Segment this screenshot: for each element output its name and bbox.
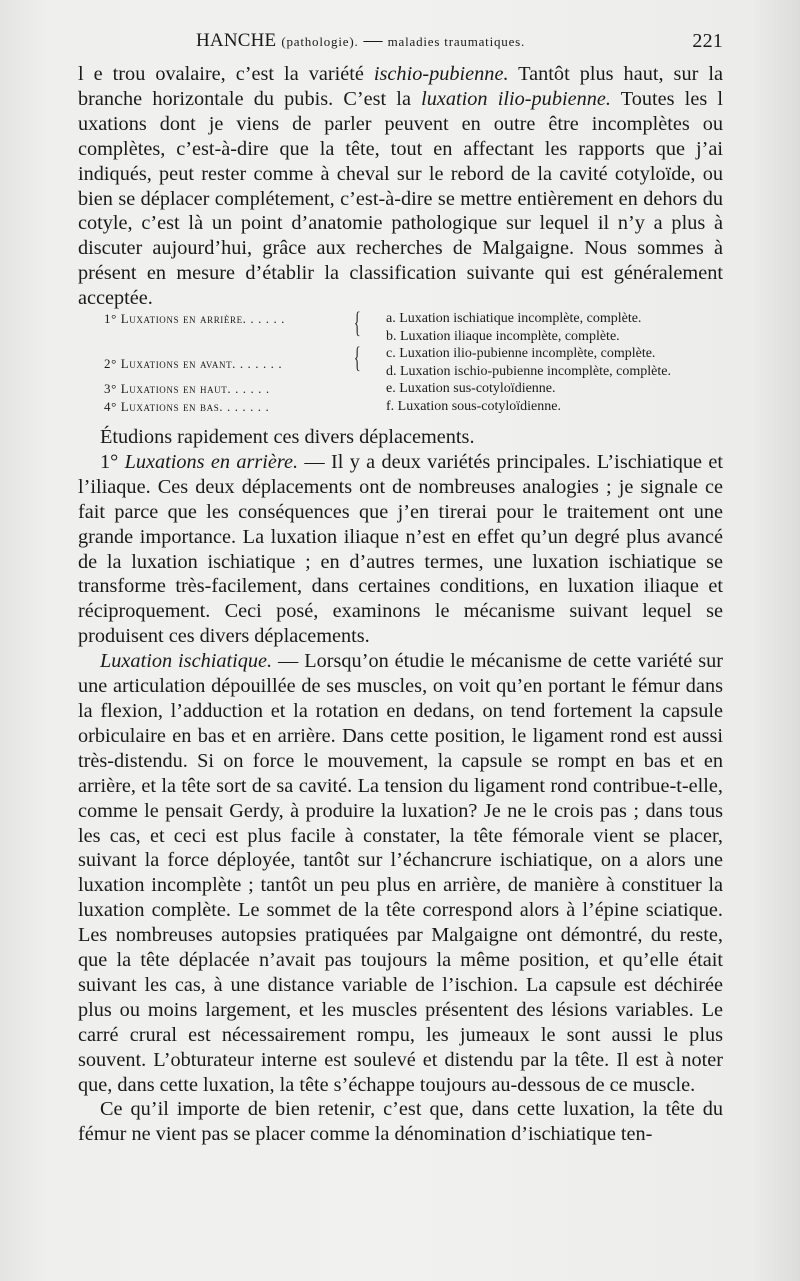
- row-variety: c. Luxation ilio-pubienne incomplète, complète.: [386, 346, 656, 362]
- row-variety: e. Luxation sus-cotyloïdienne.: [386, 381, 556, 397]
- intro-s3: Toutes les l uxations dont je viens de parler peuvent en outre être incomplètes ou complètes, c’est-à-dire que la tête, tout en affectant les rapports que j’ai indiqués, peut rester comme à cheval sur le rebord de la cavité cotyloïde, ou bien se déplacer complétement, c’est-à-dire se mettre entièrement en dehors du cotyle, c’est là un point d’anatomie pathologique sur lequel il n’y a plus à discuter aujourd’hui, grâce aux recherches de Malgaigne. Nous sommes à présent en mesure d’établir la classification suivante qui est généralement acceptée.: [78, 87, 724, 310]
- row-variety: a. Luxation ischiatique incomplète, complète.: [386, 311, 642, 326]
- intro-s2: Tantôt plus haut, sur la branche horizontale du pubis. C’est la: [78, 63, 723, 110]
- header-dash: —: [363, 30, 383, 51]
- row-category: 4° Luxations en bas. . . . . . .: [104, 398, 270, 414]
- section-luxation-ischiatique: [78, 649, 723, 1097]
- section-title: Luxations en arrière.: [124, 450, 299, 473]
- classification-table: [78, 306, 723, 416]
- intro-paragraph: [78, 62, 723, 311]
- table-row: [78, 398, 723, 416]
- brace-group-2: {: [353, 341, 361, 374]
- brace-group-1: {: [353, 306, 361, 339]
- running-header: [78, 30, 723, 60]
- intro-s1-italic: ischio-pubienne.: [373, 63, 509, 85]
- table-row: [78, 355, 723, 381]
- closing-paragraph: Ce qu’il importe de bien retenir, c’est que, dans cette luxation, la tête du fémur ne vient pas se placer comme la dénomination d’ischiatique ten-: [78, 1098, 723, 1146]
- row-variety: d. Luxation ischio-pubienne incomplète, complète.: [386, 363, 671, 379]
- row-variety: b. Luxation iliaque incomplète, complète.: [386, 328, 620, 344]
- studions-line: Étudions rapidement ces divers déplacements.: [100, 426, 475, 448]
- body-text: [78, 425, 723, 1147]
- table-row: [78, 310, 723, 328]
- section-text: — Il y a deux variétés principales. L’ischiatique et l’iliaque. Ces deux déplacements ont de nombreuses analogies ; je signale ce fait parce que les conséquences que j’en tirerai pour le traitement ont une grande importance. La luxation iliaque n’est en effet qu’un degré plus avancé de la luxation ischiatique ; en d’autres termes, une luxation ischiatique se transforme très-facilement, dans certaines conditions, en luxation iliaque et réciproquement. Ceci posé, examinons le mécanisme suivant lequel se produisent ces divers déplacements.: [78, 450, 723, 648]
- intro-s2-italic: luxation ilio-pubienne.: [421, 87, 611, 110]
- header-section: maladies traumatiques.: [387, 34, 526, 49]
- subsection-title: Luxation ischiatique.: [100, 650, 273, 673]
- row-category: 1° Luxations en arrière. . . . . .: [104, 311, 286, 326]
- header-title-paren: (pathologie).: [281, 34, 359, 49]
- row-category: 3° Luxations en haut. . . . . .: [104, 381, 270, 397]
- header-title-main: HANCHE: [196, 30, 277, 51]
- table-row: [78, 328, 723, 346]
- row-variety: f. Luxation sous-cotyloïdienne.: [386, 398, 561, 414]
- table-row: [78, 380, 723, 398]
- header-title: [196, 30, 525, 52]
- page-number: 221: [692, 30, 723, 52]
- section-number: 1°: [100, 450, 125, 473]
- subsection-text: — Lorsqu’on étudie le mécanisme de cette variété sur une articulation dépouillée de ses muscles, on voit qu’en portant le fémur dans la flexion, l’adduction et la rotation en dedans, on tend fortement la capsule orbiculaire en bas et en arrière. Dans cette position, le ligament rond est aussi très-distendu. Si on force le mouvement, la capsule se rompt en bas et en arrière, et la tête sort de sa cavité. La tension du ligament rond contribue-t-elle, comme le pensait Gerdy, à produire la luxation? Je ne le crois pas ; dans tous les cas, et ceci est plus facile à constater, la tête fémorale vient se placer, suivant la force déployée, tantôt sur l’échancrure ischiatique, on a alors une luxation incomplète ; tantôt un peu plus en arrière, de manière à constituer la luxation complète. Le sommet de la tête correspond alors à l’épine sciatique. Les nombreuses autopsies pratiquées par Malgaigne ont démontré, du reste, que la tête déplacée n’avait pas toujours la même position, et qu’elle était suivant les cas, à une distance variable de l’ischion. La capsule est déchirée plus ou moins largement, et les muscles présentent des lésions variables. Le carré crural est nécessairement rompu, les jumeaux le sont aussi le plus souvent. L’obturateur interne est soulevé et distendu par la tête. Il est à noter que, dans cette luxation, la tête s’échappe toujours au-dessous de ce muscle.: [78, 650, 723, 1096]
- intro-s1: l e trou ovalaire, c’est la variété: [78, 63, 374, 85]
- row-category: 2° Luxations en avant. . . . . . .: [104, 355, 283, 371]
- section-luxations-arriere: [78, 450, 723, 649]
